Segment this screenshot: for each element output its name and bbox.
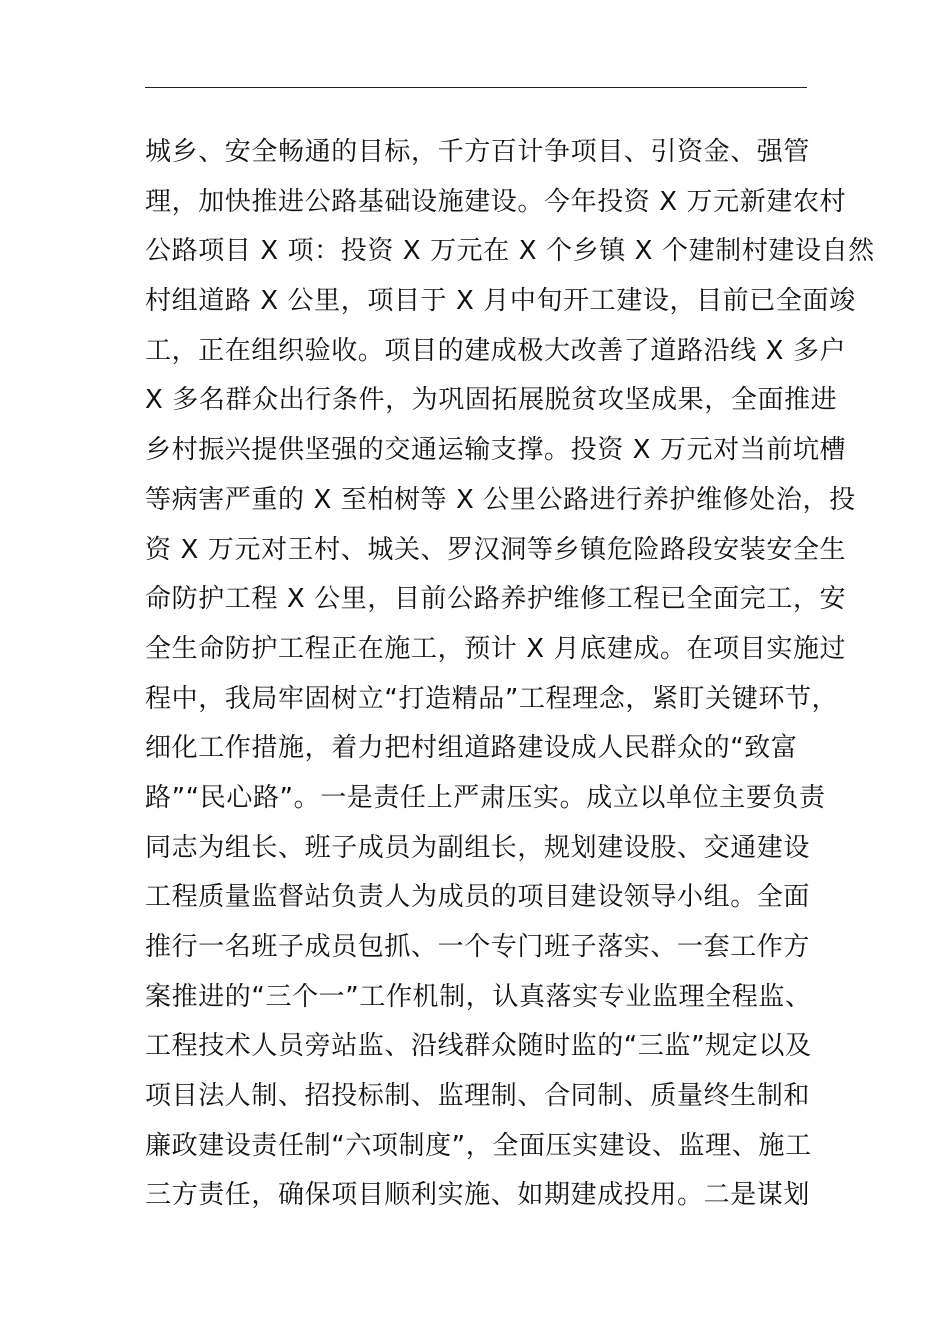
text-line: 村组道路 X 公里，项目于 X 月中旬开工建设，目前已全面竣 xyxy=(145,286,856,317)
text-line: 乡村振兴提供坚强的交通运输支撑。投资 X 万元对当前坑槽 xyxy=(145,435,847,466)
text-line: 程中，我局牢固树立“打造精品”工程理念，紧盯关键环节， xyxy=(145,683,839,714)
body-paragraph xyxy=(145,128,875,1221)
text-line: 廉政建设责任制“六项制度”，全面压实建设、监理、施工 xyxy=(145,1130,812,1161)
text-line: 城乡、安全畅通的目标，千方百计争项目、引资金、强管 xyxy=(145,137,811,167)
header-divider xyxy=(145,87,807,88)
text-line: 命防护工程 X 公里，目前公路养护维修工程已全面完工，安 xyxy=(145,584,847,615)
text-line: 工程质量监督站负责人为成员的项目建设领导小组。全面 xyxy=(145,882,811,913)
text-line: 案推进的“三个一”工作机制，认真落实专业监理全程监、 xyxy=(145,981,812,1012)
text-line: 细化工作措施，着力把村组道路建设成人民群众的“致富 xyxy=(145,733,798,764)
text-line: 工，正在组织验收。项目的建成极大改善了道路沿线 X 多户 xyxy=(145,335,847,366)
text-line: 三方责任，确保项目顺利实施、如期建成投用。二是谋划 xyxy=(145,1180,811,1211)
text-line: 工程技术人员旁站监、沿线群众随时监的“三监”规定以及 xyxy=(145,1031,812,1062)
text-line: 推行一名班子成员包抓、一个专门班子落实、一套工作方 xyxy=(145,932,811,962)
text-line: X 多名群众出行条件，为巩固拓展脱贫攻坚成果，全面推进 xyxy=(145,385,838,416)
text-line: 理，加快推进公路基础设施建设。今年投资 X 万元新建农村 xyxy=(145,186,847,217)
text-line: 全生命防护工程正在施工，预计 X 月底建成。在项目实施过 xyxy=(145,633,847,664)
text-line: 等病害严重的 X 至柏树等 X 公里公路进行养护维修处治，投 xyxy=(145,484,856,515)
text-line: 资 X 万元对王村、城关、罗汉洞等乡镇危险路段安装安全生 xyxy=(145,534,847,565)
text-line: 路”“民心路”。一是责任上严肃压实。成立以单位主要负责 xyxy=(145,782,826,813)
text-line: 项目法人制、招投标制、监理制、合同制、质量终生制和 xyxy=(145,1081,811,1112)
text-line: 同志为组长、班子成员为副组长，规划建设股、交通建设 xyxy=(145,832,811,863)
text-line: 公路项目 X 项：投资 X 万元在 X 个乡镇 X 个建制村建设自然 xyxy=(145,236,875,267)
